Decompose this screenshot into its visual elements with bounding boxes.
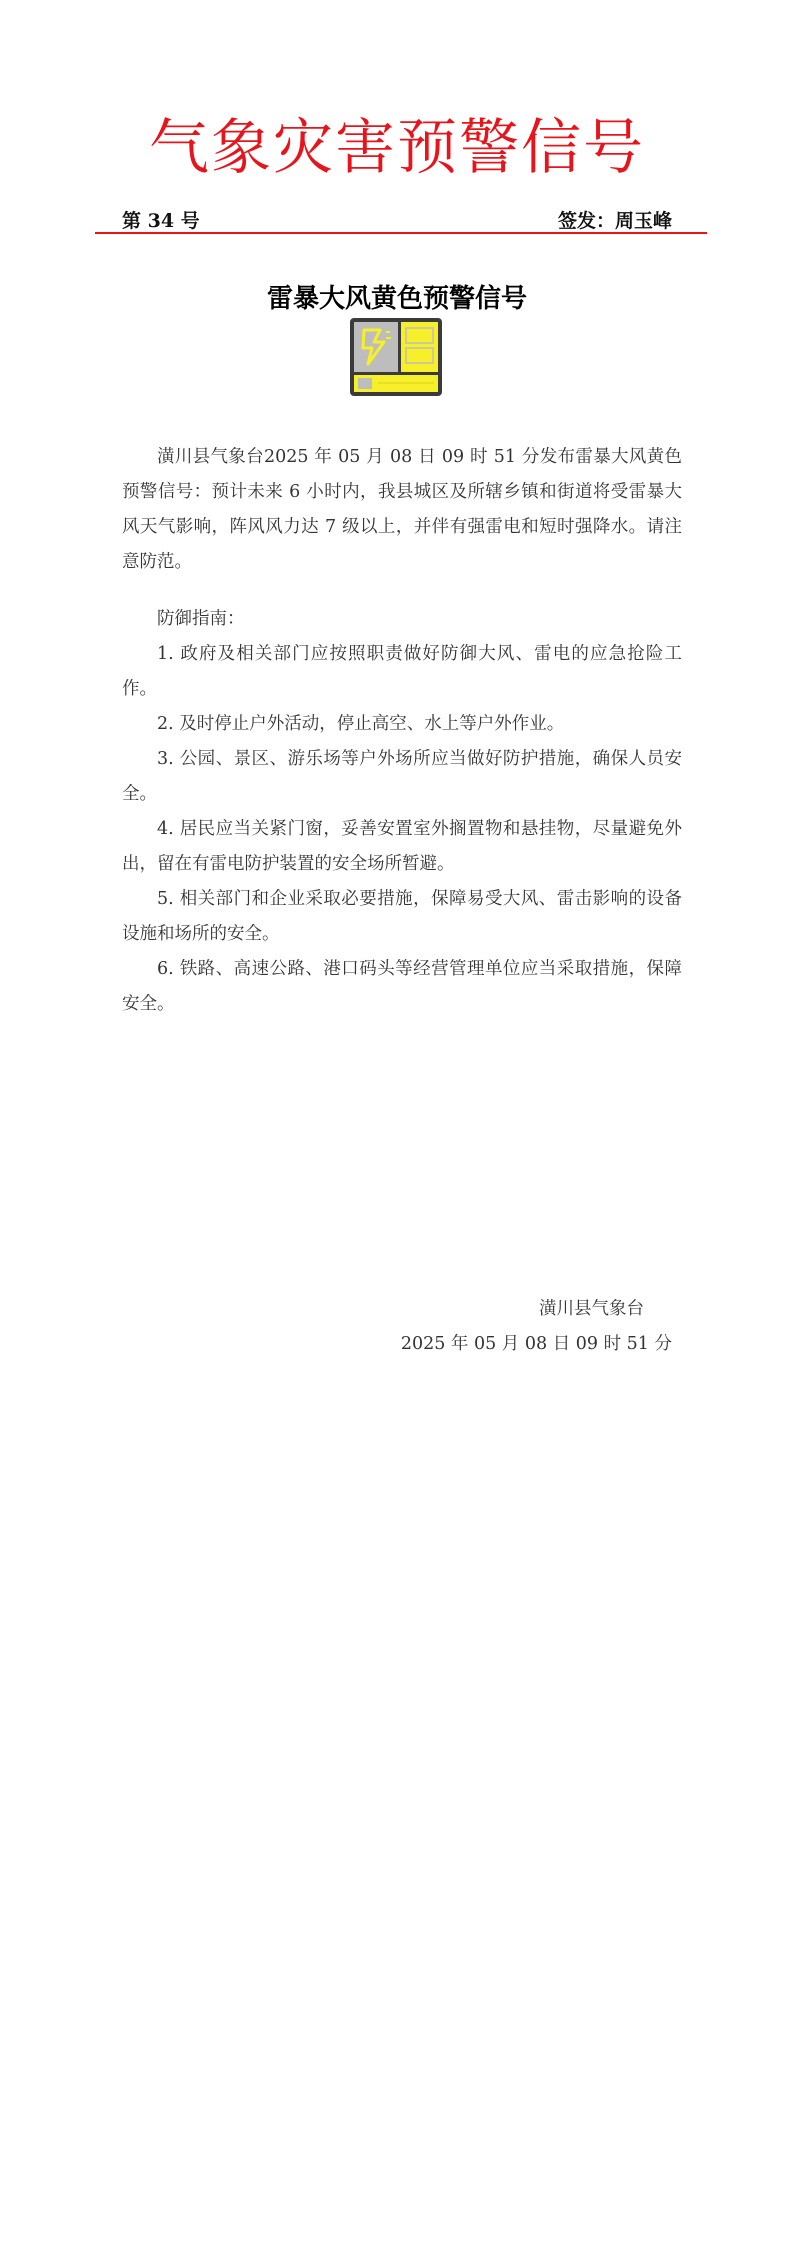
- signal-title: 雷暴大风黄色预警信号: [266, 284, 527, 314]
- guide-item: 6. 铁路、高速公路、港口码头等经营管理单位应当采取措施，保障安全。: [122, 959, 682, 1014]
- guide-item: 5. 相关部门和企业采取必要措施，保障易受大风、雷击影响的设备设施和场所的安全。: [122, 889, 682, 944]
- guide-heading: 防御指南：: [157, 609, 245, 629]
- guide-item: 2. 及时停止户外活动，停止高空、水上等户外作业。: [157, 714, 565, 734]
- document-number: 第 34 号: [122, 210, 200, 232]
- thunderstorm-gale-yellow-signal-icon: [350, 318, 442, 396]
- signer: 签发：周玉峰: [557, 210, 672, 232]
- lightning-wind-glyph-icon: [350, 318, 442, 396]
- document-title: 气象灾害预警信号: [149, 113, 645, 183]
- header-divider: [95, 232, 707, 234]
- intro-paragraph: 潢川县气象台2025 年 05 月 08 日 09 时 51 分发布雷暴大风黄色预警信号：预计未来 6 小时内，我县城区及所辖乡镇和街道将受雷暴大风天气影响，阵风风力达 7 级以上，并伴有强雷电和短时强降水。请注意防范。: [122, 447, 682, 572]
- guide-item: 1. 政府及相关部门应按照职责做好防御大风、雷电的应急抢险工作。: [122, 644, 682, 699]
- issue-time: 2025 年 05 月 08 日 09 时 51 分: [400, 1334, 672, 1354]
- guide-item: 3. 公园、景区、游乐场等户外场所应当做好防护措施，确保人员安全。: [122, 749, 682, 804]
- guide-item: 4. 居民应当关紧门窗，妥善安置室外搁置物和悬挂物，尽量避免外出，留在有雷电防护装置的安全场所暂避。: [122, 819, 682, 874]
- issuer: 潢川县气象台: [539, 1299, 644, 1319]
